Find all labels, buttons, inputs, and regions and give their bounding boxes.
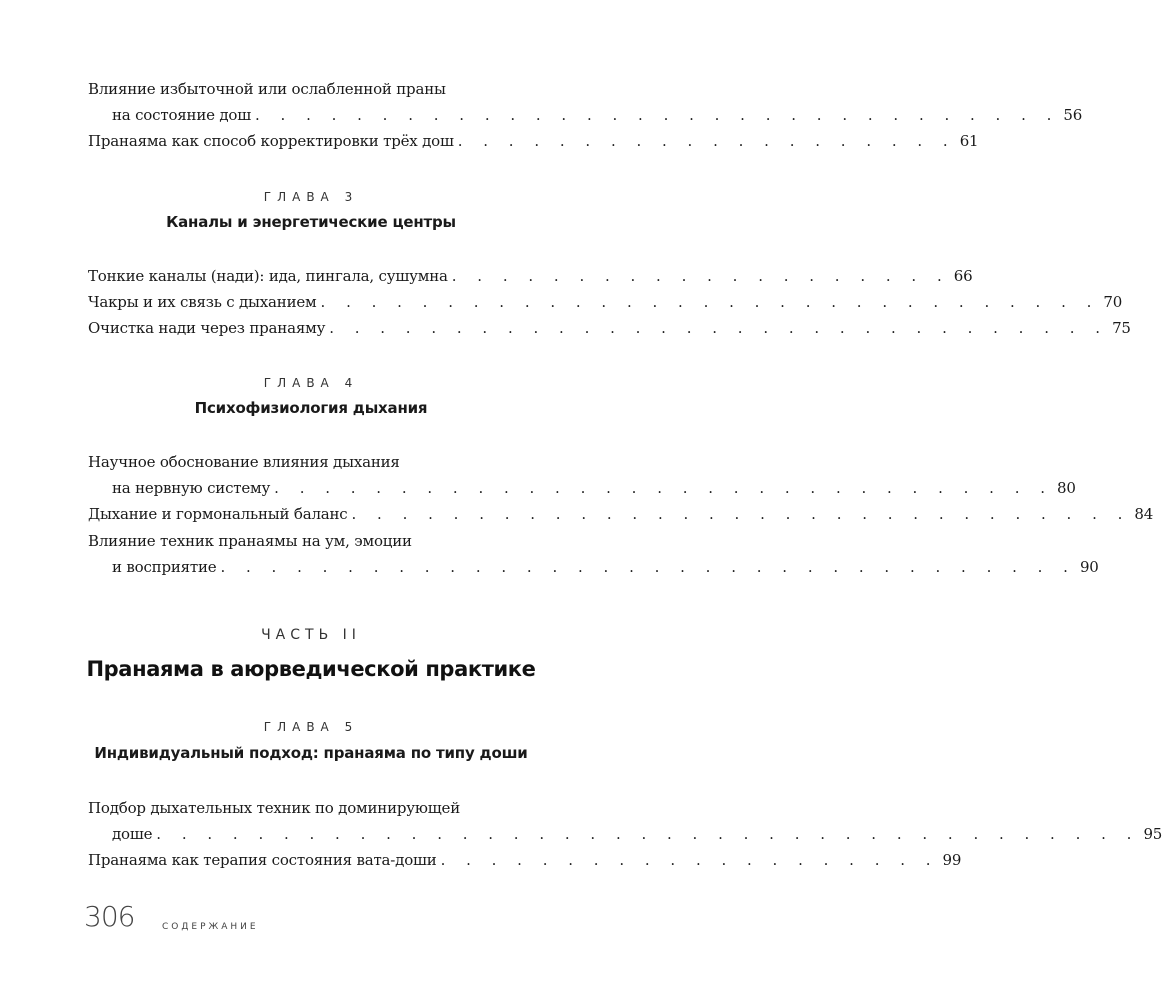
toc-page-number: 61 <box>959 132 979 150</box>
toc-page-number: 84 <box>1134 505 1154 523</box>
toc-entry-title: Очистка нади через пранаяму <box>88 319 326 337</box>
toc-page-number: 75 <box>1112 319 1131 337</box>
leader-dots: . . . . . . . . . . . . . . . . . . . . . . . . . . . . . . . . . . <box>220 558 1076 576</box>
toc-page-number: 95 <box>1143 825 1162 843</box>
toc-entry-title-cont: доше <box>112 825 153 843</box>
toc-entry-title: Подбор дыхательных техник по доминирующей <box>88 799 460 817</box>
chapter-title: Индивидуальный подход: пранаяма по типу доши <box>94 744 528 762</box>
leader-dots: . . . . . . . . . . . . . . . . . . . . . . . . . . . . . . . <box>320 293 1100 311</box>
toc-page-number: 66 <box>953 267 973 285</box>
toc-entry-title: Дыхание и гормональный баланс <box>88 505 348 523</box>
toc-page-number: 90 <box>1079 558 1099 576</box>
toc-entry <box>88 528 1099 580</box>
toc-entry <box>88 263 973 289</box>
leader-dots: . . . . . . . . . . . . . . . . . . . . . . . . . . . . . . . <box>351 505 1131 523</box>
toc-entry-title: Научное обоснование влияния дыхания <box>88 453 400 471</box>
toc-entry-title-cont: и восприятие <box>112 558 217 576</box>
part-title: Пранаяма в аюрведической практике <box>86 657 536 681</box>
toc-entry-title: Влияние избыточной или ослабленной праны <box>88 80 446 98</box>
toc-entry-title: Чакры и их связь с дыханием <box>88 293 317 311</box>
toc-entry-title: Пранаяма как способ корректировки трёх дош <box>88 132 454 150</box>
chapter-title: Психофизиология дыхания <box>194 399 428 417</box>
toc-entry <box>88 289 1123 315</box>
chapter-label: ГЛАВА 4 <box>263 376 359 390</box>
toc-entry <box>88 449 1076 501</box>
toc-page-number: 56 <box>1063 106 1083 124</box>
toc-entry <box>88 76 1083 128</box>
leader-dots: . . . . . . . . . . . . . . . . . . . . . . . . . . . . . . . . <box>255 106 1060 124</box>
toc-entry-title-cont: на нервную систему <box>112 479 271 497</box>
folio-page-number: 306 <box>84 900 135 933</box>
chapter-title: Каналы и энергетические центры <box>166 213 456 231</box>
part-label: ЧАСТЬ II <box>261 627 361 643</box>
leader-dots: . . . . . . . . . . . . . . . . . . . . . . . . . . . . . . . <box>329 319 1109 337</box>
toc-page-number: 80 <box>1057 479 1076 497</box>
chapter-label: ГЛАВА 5 <box>263 720 359 734</box>
running-footer-label: СОДЕРЖАНИЕ <box>162 922 259 932</box>
toc-page-number: 99 <box>942 851 962 869</box>
toc-entry-title-cont: на состояние дош <box>112 106 251 124</box>
chapter-label: ГЛАВА 3 <box>263 190 359 204</box>
leader-dots: . . . . . . . . . . . . . . . . . . . . <box>451 267 950 285</box>
toc-entry-title: Пранаяма как терапия состояния вата-доши <box>88 851 437 869</box>
leader-dots: . . . . . . . . . . . . . . . . . . . . <box>440 851 939 869</box>
toc-entry <box>88 847 962 873</box>
toc-entry <box>88 315 1131 341</box>
leader-dots: . . . . . . . . . . . . . . . . . . . . <box>457 132 956 150</box>
toc-page-number: 70 <box>1103 293 1123 311</box>
toc-entry-title: Тонкие каналы (нади): ида, пингала, сушумна <box>88 267 448 285</box>
toc-entry-title: Влияние техник пранаямы на ум, эмоции <box>88 532 412 550</box>
toc-entry <box>88 128 979 154</box>
toc-entry <box>88 501 1154 527</box>
toc-entry <box>88 795 1162 847</box>
leader-dots: . . . . . . . . . . . . . . . . . . . . . . . . . . . . . . . <box>274 479 1054 497</box>
leader-dots: . . . . . . . . . . . . . . . . . . . . . . . . . . . . . . . . . . . . . . . <box>156 825 1140 843</box>
